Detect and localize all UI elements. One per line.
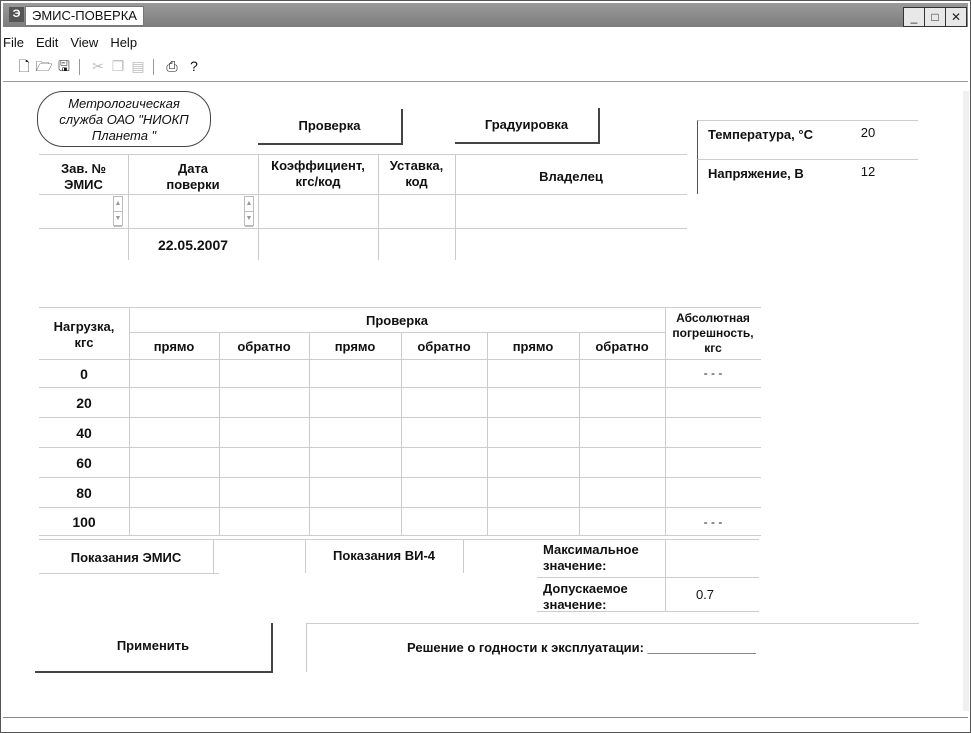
status-bar [3,717,968,732]
menu-file[interactable]: File [3,35,24,50]
help-icon[interactable]: ? [190,58,198,74]
abs-header-l1: Абсолютная [676,311,750,325]
coef-header [258,158,378,190]
allowed-value[interactable]: 0.7 [695,587,715,602]
apply-button[interactable]: Применить [35,623,273,673]
allowed-label-l2: значение: [543,597,607,612]
load-header [39,319,129,351]
sub-header-reverse-3: обратно [595,339,649,354]
abs-header-l3: кгс [704,341,722,355]
load-row-20: 20 [76,395,92,411]
sub-header-reverse-1: обратно [237,339,291,354]
sub-header-direct-2: прямо [334,339,376,354]
decision-panel [306,623,919,672]
spin-up-icon: ▲ [245,197,253,212]
vi4-readings-label: Показания ВИ-4 [332,548,436,563]
window-title: ЭМИС-ПОВЕРКА [25,6,144,26]
check-header: Проверка [366,313,428,328]
verify-button[interactable]: Проверка [258,109,403,145]
max-label-l1: Максимальное [543,542,639,557]
org-logo [37,91,211,147]
abs-error-header [665,311,761,356]
load-header-l1: Нагрузка, [53,319,115,334]
voltage-label: Напряжение, В [708,166,804,181]
menu-view[interactable]: View [70,35,99,50]
serial-header-l1: Зав. № [60,161,107,176]
paste-icon[interactable]: ▤ [131,58,145,74]
emis-readings-label: Показания ЭМИС [70,550,182,565]
coef-header-l1: Коэффициент, [271,158,365,173]
spin-down-icon: ▼ [114,212,122,227]
new-icon[interactable]: 🗋 [18,58,30,74]
voltage-field [697,159,918,194]
cut-icon[interactable]: ✂ [92,58,104,74]
date-header-l1: Дата [177,161,209,176]
load-row-60: 60 [76,455,92,471]
load-row-80: 80 [76,485,92,501]
date-header [128,161,258,193]
scrollbar[interactable] [963,91,969,711]
title-bar[interactable] [3,3,968,27]
serial-header-l2: ЭМИС [64,177,103,192]
abs-error-0: - - - [703,366,723,380]
sub-header-direct-3: прямо [512,339,554,354]
temperature-value[interactable]: 20 [860,125,876,140]
save-icon[interactable]: 🖫 [58,58,70,74]
logo-line1: Метрологическая [68,96,180,111]
voltage-value[interactable]: 12 [860,164,876,179]
load-row-40: 40 [76,425,92,441]
logo-line3: Планета " [91,128,157,143]
sub-header-direct-1: прямо [153,339,195,354]
serial-header [39,161,128,193]
date-spinner[interactable] [244,196,254,226]
date-value[interactable]: 22.05.2007 [157,237,229,253]
load-header-l2: кгс [74,335,94,350]
maximize-icon[interactable]: □ [924,7,946,27]
minimize-icon[interactable]: _ [903,7,925,27]
decision-label: Решение о годности к эксплуатации: _______________ [407,640,757,655]
menu-bar [3,35,149,53]
owner-header: Владелец [539,169,603,184]
setpoint-header-l2: код [405,174,428,189]
calibrate-button[interactable]: Градуировка [455,108,600,144]
setpoint-header [378,158,455,190]
open-icon[interactable]: 🗁 [35,58,53,74]
spin-up-icon: ▲ [114,197,122,212]
print-icon[interactable]: ⎙ [166,58,178,74]
setpoint-header-l1: Уставка, [389,158,444,173]
date-header-l2: поверки [166,177,220,192]
max-label-l2: значение: [543,558,607,573]
app-icon[interactable]: Э [9,7,24,22]
load-row-100: 100 [72,514,96,530]
allowed-label-l1: Допускаемое [543,581,628,596]
copy-icon[interactable]: ❐ [111,58,125,74]
sub-header-reverse-2: обратно [417,339,471,354]
max-value-label [537,542,671,574]
load-row-0: 0 [80,366,88,382]
allowed-value-label [537,581,671,613]
close-icon[interactable]: ✕ [945,7,967,27]
toolbar-divider [3,81,968,82]
menu-help[interactable]: Help [110,35,138,50]
logo-line2: служба ОАО "НИОКП [59,112,189,127]
menu-edit[interactable]: Edit [35,35,59,50]
temperature-label: Температура, °С [708,127,813,142]
abs-error-100: - - - [703,515,723,529]
temperature-field [697,120,918,159]
abs-header-l2: погрешность, [672,326,754,340]
serial-spinner[interactable] [113,196,123,226]
spin-down-icon: ▼ [245,212,253,227]
coef-header-l2: кгс/код [295,174,341,189]
